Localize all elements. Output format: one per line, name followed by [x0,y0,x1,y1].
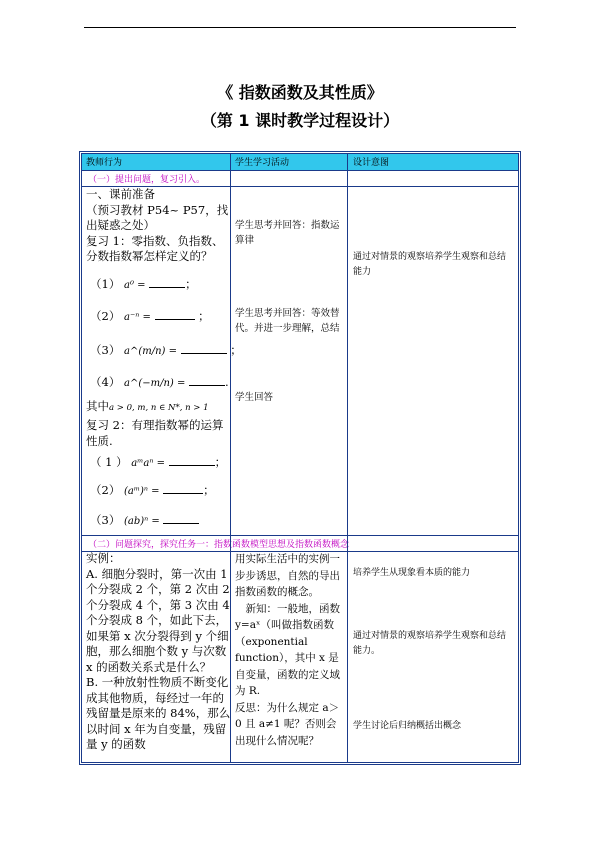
concept-definition: 新知：一般地，函数 y=aˣ（叫做指数函数（exponential function），其中 x 是自变量，函数的定义域为 R. [235,602,340,697]
question-2 [90,308,210,324]
page-title: 《 指数函数及其性质》 [217,83,383,102]
r1-end: ； [214,455,227,469]
review-1: 复习 1：零指数、负指数、分数指数幂怎样定义的？ [86,233,224,263]
rule-2 [90,482,215,498]
question-1 [90,276,197,292]
q1-expr: a⁰ = [123,280,146,291]
design-intent-1: 通过对情景的观察培养学生观察和总结能力 [353,252,507,277]
design-intent-2: 培养学生从现象看本质的能力 [353,568,471,578]
q4-label: （4） [90,375,121,389]
top-rule [84,27,516,28]
section-1-heading: （一）提出问题，复习引入。 [88,175,206,185]
r1-blank[interactable] [169,465,215,466]
col1-intro [86,187,232,265]
section-2-heading [82,537,518,550]
cond-prefix: 其中 [86,399,109,413]
prep-heading: 一、课前准备 [86,187,155,201]
design-intent-3: 通过对情景的观察培养学生观察和总结能力。 [353,631,507,656]
q4-expr: a^(−m/n) = [123,378,186,389]
q1-label: （1） [90,277,121,291]
q4-end: . [225,375,229,389]
example-b: B. 一种放射性物质不断变化成其他物质，每经过一年的残留量是原来的 84%，那么以时间 x 年为自变量，残留量 y 的函数 [86,675,231,751]
col1-examples [86,551,232,753]
r2-label: （2） [90,483,121,497]
review-2: 复习 2：有理指数幂的运算性质. [86,418,224,448]
r1-expr: aᵐaⁿ = [131,458,165,469]
r2-end: ； [203,483,215,497]
q4-blank[interactable] [189,385,225,386]
r2-blank[interactable] [163,493,203,494]
header-student: 学生学习活动 [235,158,290,168]
column-divider [347,154,348,762]
rule-3 [90,512,199,528]
q2-end: ； [198,309,210,323]
cond-expr: a > 0, m, n ∈ N*, n > 1 [109,403,209,413]
question-3 [90,342,242,358]
q1-blank[interactable] [149,287,185,288]
lesson-table [79,151,521,765]
q3-end: ； [230,343,242,357]
student-answer-2: 学生思考并回答：等效替代。并进一步理解，总结 [235,308,340,334]
student-answer-3: 学生回答 [235,392,274,403]
row-divider [82,535,518,536]
rule-1 [90,454,226,470]
example-heading: 实例： [86,551,121,565]
condition-line [86,398,209,414]
q2-label: （2） [90,309,121,323]
student-answer-1: 学生思考并回答：指数运算律 [235,220,340,246]
header-intent: 设计意图 [353,158,390,168]
concept-reflection: 反思：为什么规定 a＞0 且 a≠1 呢？否则会出现什么情况呢？ [235,701,340,747]
r3-expr: (ab)ⁿ = [123,516,160,527]
concept-lead: 用实际生活中的实例一步步诱思，自然的导出指数函数的概念。 [235,553,340,598]
design-intent-4: 学生讨论后归纳概括出概念 [353,721,462,731]
q3-blank[interactable] [181,353,227,354]
prep-note: （预习教材 P54~ P57，找出疑惑之处） [86,202,229,232]
table-header-row [82,154,518,170]
q1-end: ； [185,277,197,291]
header-teacher: 教师行为 [86,158,123,168]
col2-concept [235,551,345,749]
r2-expr: (aᵐ)ⁿ = [123,486,160,497]
row-divider [82,170,518,171]
page-subtitle: （第 1 课时教学过程设计） [200,111,400,130]
section-2-prefix: （二）问题探究，探究任务一： [88,540,215,550]
q2-expr: a⁻ⁿ = [123,312,151,323]
r3-label: （3） [90,513,121,527]
q3-expr: a^(m/n) = [123,346,177,357]
section-2-title: 指数函数模型思想及指数函数概念 [214,540,350,550]
q3-label: （3） [90,343,121,357]
example-a: A. 细胞分裂时，第一次由 1 个分裂成 2 个，第 2 次由 2 个分裂成 4 个，第 3 次由 4 个分裂成 8 个，如此下去，如果第 x 次分裂得到 y 个细胞，那么细胞个数 y 与次数 x 的函数关系式是什么？ [86,566,230,674]
q2-blank[interactable] [155,319,195,320]
r1-label: （ 1 ） [90,455,128,469]
r3-blank[interactable] [163,523,199,524]
question-4 [90,374,229,390]
